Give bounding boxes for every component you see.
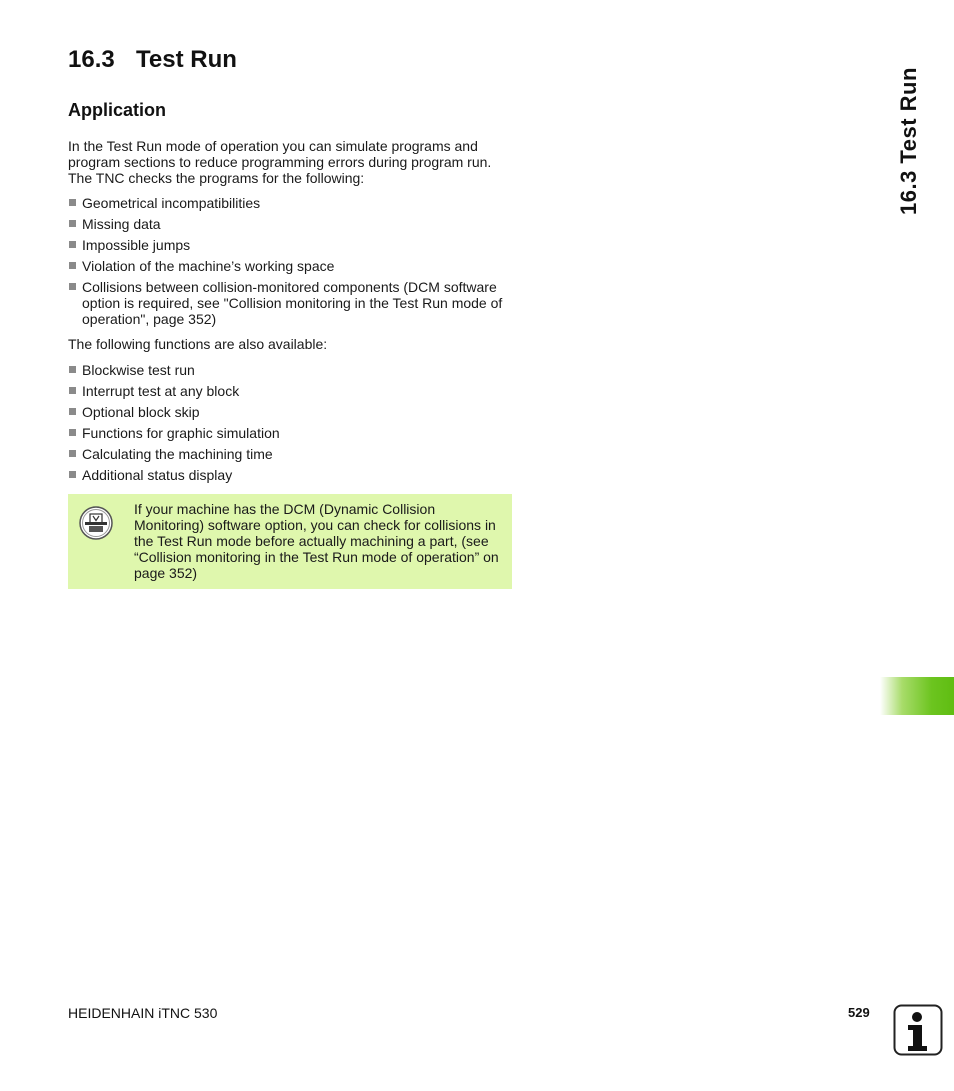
machine-note-box (68, 494, 512, 589)
section-title: Test Run (136, 46, 237, 73)
list-item (68, 195, 518, 211)
list-item-text: Interrupt test at any block (82, 383, 240, 399)
list-item (68, 258, 518, 274)
list-item-text: Impossible jumps (82, 237, 191, 253)
side-section-title: 16.3 Test Run (896, 67, 921, 215)
machine-note-icon (79, 506, 113, 540)
bullet-icon (69, 429, 76, 436)
list-item-text: Missing data (82, 216, 161, 232)
intro-paragraph: In the Test Run mode of operation you can simulate programs and program sections to reduce programming errors during program run. The TNC checks the programs for the following: (68, 138, 492, 186)
info-icon[interactable] (893, 1004, 943, 1056)
list-item-text: Calculating the machining time (82, 446, 273, 462)
list-item-text: Blockwise test run (82, 362, 195, 378)
application-heading: Application (68, 100, 166, 120)
bullet-icon (69, 387, 76, 394)
note-text: If your machine has the DCM (Dynamic Collision Monitoring) software option, you can check for collisions in the Test Run mode before actually machining a part, (see “Collision monitoring in the Test Run mode of operation” on page 352) (134, 501, 499, 581)
bullet-icon (69, 241, 76, 248)
bullet-icon (69, 366, 76, 373)
functions-list (68, 362, 518, 488)
checks-list (68, 195, 518, 332)
chapter-tab (880, 677, 954, 715)
list-item (68, 216, 518, 232)
bullet-icon (69, 471, 76, 478)
list-item (68, 383, 518, 399)
list-item-text: Functions for graphic simulation (82, 425, 280, 441)
available-text: The following functions are also available: (68, 336, 328, 352)
list-item-text: Geometrical incompatibilities (82, 195, 261, 211)
page-number: 529 (848, 1005, 870, 1020)
bullet-icon (69, 283, 76, 290)
list-item-text: Optional block skip (82, 404, 200, 420)
list-item (68, 279, 518, 327)
list-item-text: Collisions between collision-monitored components (DCM software option is required, see "Collision monitoring in the Test Run mode of operation", page 352) (82, 279, 503, 327)
list-item (68, 425, 518, 441)
list-item (68, 446, 518, 462)
section-number: 16.3 (68, 46, 115, 73)
bullet-icon (69, 408, 76, 415)
list-item (68, 404, 518, 420)
list-item-text: Additional status display (82, 467, 233, 483)
footer-product: HEIDENHAIN iTNC 530 (68, 1005, 218, 1021)
list-item (68, 237, 518, 253)
bullet-icon (69, 262, 76, 269)
list-item (68, 467, 518, 483)
bullet-icon (69, 220, 76, 227)
bullet-icon (69, 450, 76, 457)
list-item-text: Violation of the machine’s working space (82, 258, 335, 274)
bullet-icon (69, 199, 76, 206)
list-item (68, 362, 518, 378)
page-title (68, 46, 237, 74)
